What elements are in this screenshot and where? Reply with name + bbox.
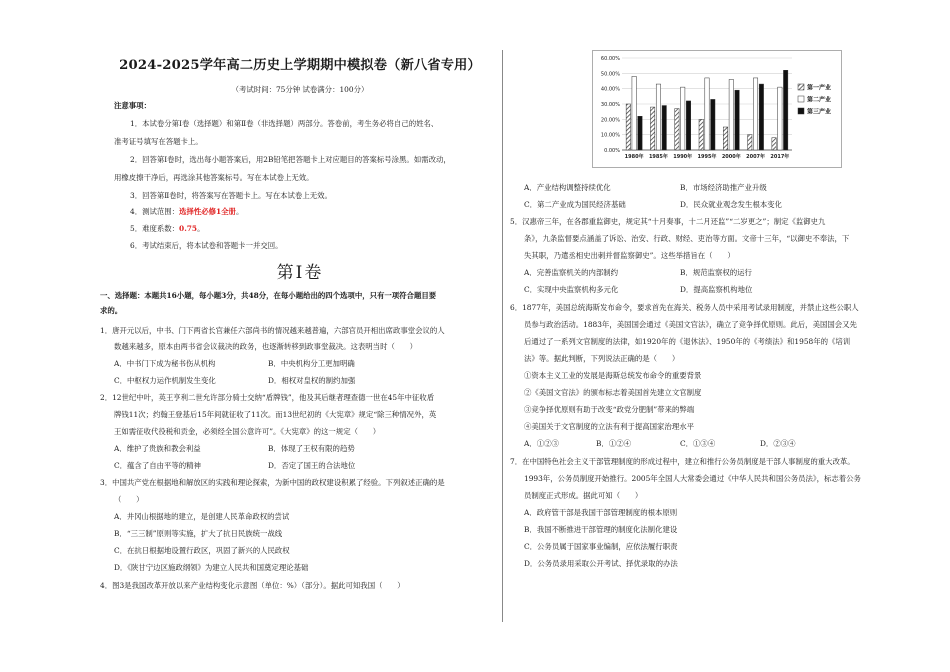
bar-第三产业-1980年: [638, 116, 642, 150]
q4-option-b: B．市场经济助推产业升级: [680, 183, 767, 192]
bar-第二产业-1990年: [681, 87, 685, 150]
q6-option-b: B．①②④: [596, 439, 631, 448]
y-tick-label: 50.00%: [600, 71, 620, 78]
column-divider: [502, 50, 503, 622]
bar-第二产业-1980年: [632, 76, 636, 150]
note-2a: 2．回答第Ⅰ卷时，选出每小题答案后，用2B铅笔把答题卡上对应题目的答案标号涂黑。如需改动，: [130, 155, 451, 164]
exam-title: 2024-2025学年高二历史上学期期中模拟卷（新八省专用）: [119, 58, 481, 73]
q6-stem-2: 员参与政治活动。1883年，美国国会通过《美国文官法》，确立了竞争择优原则。此后，美国国会又先: [524, 320, 857, 329]
q2-option-a: A．维护了贵族和教会利益: [114, 444, 201, 453]
bar-第一产业-1995年: [699, 119, 703, 150]
x-tick-label: 1985年: [648, 154, 668, 160]
q7-option-c: C．公务员属于国家事业编制，应依法履行职责: [524, 542, 678, 551]
q6-stem-1: 6．1877年，美国总统海斯发布命令，要求首先在海关、税务人员中采用考试录用制度，并禁止这些公职人: [510, 303, 859, 312]
q3-stem-2: （ ）: [114, 495, 144, 504]
note-5: 5．难度系数：0.75。: [130, 224, 205, 233]
q7-option-b: B．我国不断推进干部管理的制度化法制化建设: [524, 525, 678, 534]
y-tick-label: 0.00%: [604, 148, 620, 154]
x-tick-label: 2007年: [746, 154, 766, 160]
notes-heading: 注意事项：: [114, 101, 151, 110]
q2-stem-2: 牌钱11次；约翰王登基后15年间就征收了11次。而13世纪初的《大宪章》规定“除三种情况外，英: [114, 410, 437, 419]
test-scope: 选择性必修1全册: [179, 207, 236, 216]
q5-stem-2: 条》，九条监督要点涵盖了诉讼、治安、行政、财经、吏治等方面。文帝十三年，“以御史不奉法，下: [524, 234, 850, 243]
bar-第三产业-2007年: [759, 84, 763, 150]
x-tick-label: 2017年: [770, 154, 790, 160]
q3-option-d: D．《陕甘宁边区施政纲领》为建立人民共和国奠定理论基础: [114, 563, 309, 572]
q1-option-a: A．中书门下成为秘书伤从机构: [114, 359, 216, 368]
y-tick-label: 10.00%: [600, 132, 620, 139]
q3-option-c: C．在抗日根据地设置行政区，巩固了新兴的人民政权: [114, 546, 290, 555]
q4-option-c: C．第二产业成为国民经济基础: [524, 200, 626, 209]
q6-option-a: A．①②③: [524, 439, 559, 448]
note-4: 4．测试范围：选择性必修1全册。: [130, 207, 244, 216]
bar-第三产业-2017年: [783, 70, 787, 150]
exam-subtitle: （考试时间：75分钟 试卷满分：100分）: [231, 85, 369, 94]
bar-第一产业-1980年: [626, 104, 630, 150]
q2-option-c: C．蕴含了自由平等的精神: [114, 461, 201, 470]
industry-structure-chart: [592, 50, 842, 168]
chart-svg: [592, 50, 842, 168]
q7-option-d: D．公务员录用采取公开考试、择优录取的办法: [524, 559, 678, 568]
legend-label: 第二产业: [807, 96, 832, 104]
q7-option-a: A．政府管干部是我国干部管理制度的根本原则: [524, 508, 678, 517]
bar-第二产业-1985年: [656, 84, 660, 150]
q5-option-b: B．规范监察权的运行: [680, 268, 752, 277]
q5-option-c: C．实现中央监察机构多元化: [524, 285, 619, 294]
q2-option-d: D．否定了国王的合法地位: [268, 461, 356, 470]
bar-第二产业-2017年: [778, 87, 782, 150]
q5-stem-1: 5．汉惠帝三年，在各郡重监御史，规定其“十月奏事，十二月还监”“二岁更之”；制定《监御史九: [510, 217, 826, 226]
note-1b: 准考证号填写在答题卡上。: [114, 137, 203, 146]
legend-label: 第三产业: [807, 108, 832, 116]
q4-option-d: D．民众就业观念发生根本变化: [680, 200, 783, 209]
bar-第三产业-2000年: [735, 90, 739, 150]
bar-第三产业-1985年: [662, 106, 666, 150]
q1-option-b: B．中央机构分工更加明确: [268, 359, 355, 368]
note-6: 6．考试结束后，将本试卷和答题卡一并交回。: [130, 241, 283, 250]
bar-第三产业-1990年: [686, 101, 690, 150]
y-tick-label: 20.00%: [600, 117, 620, 124]
q2-stem-3: 王如需征收代役税和贡金，必须经全国公意许可”。《大宪章》的这一规定（ ）: [114, 427, 381, 436]
q5-stem-3: 失其职，乃遣丞相史出刺并督监察御史”。这些举措旨在（ ）: [524, 251, 735, 260]
bar-第一产业-1990年: [675, 109, 679, 150]
bar-第一产业-2000年: [723, 127, 727, 150]
q1-option-d: D．相权对皇权的制约加强: [268, 376, 356, 385]
q7-stem-1: 7．在中国特色社会主义干部管理制度的形成过程中，建立和推行公务员制度是干部人事制度的重大改革。: [510, 457, 855, 466]
q6-stem-3: 后通过了一系列文官制度的法律，如1920年的《退休法》、1950年的《考绩法》和1958年的《培训: [524, 337, 851, 346]
q1-stem-2: 数越来越多，原本由两书省会议裁决的政务，也逐渐转移到政事堂裁决。这表明当时（ ）: [114, 342, 418, 351]
q5-option-a: A．完善监察机关的内部制约: [524, 268, 619, 277]
x-tick-label: 1980年: [624, 154, 644, 160]
section-instruction-a: 一、选择题：本题共16小题，每小题3分，共48分，在每小题给出的四个选项中，只有一项符合题目要: [100, 291, 437, 300]
section-title: 第Ⅰ卷: [276, 263, 324, 283]
q1-option-c: C．中枢权力运作机制发生变化: [114, 376, 216, 385]
note-2b: 用橡皮擦干净后，再选涂其他答案标号。写在本试卷上无效。: [114, 173, 314, 182]
x-tick-label: 1990年: [673, 154, 693, 160]
q7-stem-2: 1993年，公务员制度开始推行。2005年全国人大常委会通过《中华人民共和国公务员法》，标志着公务: [524, 474, 861, 483]
q6-statement-1: ①资本主义工业的发展是海斯总统发布命令的重要背景: [524, 371, 702, 380]
bar-第三产业-1995年: [711, 99, 715, 150]
legend-swatch: [798, 96, 804, 102]
x-tick-label: 1995年: [697, 154, 717, 160]
note-1a: 1．本试卷分第Ⅰ卷（选择题）和第Ⅱ卷（非选择题）两部分。答卷前，考生务必将自己的姓名、: [130, 119, 439, 128]
q1-stem-1: 1．唐开元以后，中书、门下两省长官兼任六部尚书的情况越来越普遍，六部官员开相出席政事堂会议的人: [100, 326, 445, 335]
q6-option-d: D．②③④: [760, 439, 796, 448]
bar-第二产业-2000年: [729, 79, 733, 150]
q2-stem-1: 2．12世纪中叶，英王亨利二世允许部分骑士交纳“盾牌钱”，他及其后继者理查德一世在45年中征收盾: [100, 393, 435, 402]
q4-option-a: A．产业结构调整持续优化: [524, 183, 611, 192]
q6-statement-3: ③竞争择优原则有助于改变“政党分肥制”带来的弊端: [524, 405, 695, 414]
q3-option-b: B．“三三制”原则等实施，扩大了抗日民族统一战线: [114, 529, 283, 538]
q6-option-c: C．①③④: [680, 439, 716, 448]
y-tick-label: 40.00%: [600, 86, 620, 93]
q6-stem-4: 法》等。据此判断，下列说法正确的是（ ）: [524, 354, 680, 363]
q2-option-b: B．体现了王权有限的趋势: [268, 444, 355, 453]
q4-stem-1: 4．图3是我国改革开放以来产业结构变化示意图（单位：%）（部分）。据此可知我国（ ）: [100, 581, 405, 590]
bar-第一产业-2007年: [748, 135, 752, 150]
q6-statement-4: ④美国关于文官制度的立法有利于提高国家治理水平: [524, 422, 694, 431]
q3-option-a: A．井冈山根据地的建立，是创建人民革命政权的尝试: [114, 512, 290, 521]
q5-option-d: D．提高监察机构地位: [680, 285, 753, 294]
bar-第二产业-2007年: [753, 78, 757, 150]
difficulty-value: 0.75: [179, 224, 198, 233]
q3-stem-1: 3．中国共产党在根据地和解放区的实践和理论探索，为新中国的政权建设积累了经验。下列叙述正确的是: [100, 478, 445, 487]
bar-第二产业-1995年: [705, 78, 709, 150]
legend-swatch: [798, 84, 804, 90]
q7-stem-3: 员制度正式形成。据此可知（ ）: [524, 491, 643, 500]
bar-第一产业-1985年: [650, 107, 654, 150]
q6-statement-2: ②《美国文官法》的颁布标志着美国首先建立文官制度: [524, 388, 702, 397]
section-instruction-b: 求的。: [100, 306, 123, 315]
legend-label: 第一产业: [807, 84, 832, 92]
y-tick-label: 30.00%: [600, 102, 620, 108]
legend-swatch: [798, 108, 804, 114]
note-3: 3．回答第Ⅱ卷时，将答案写在答题卡上。写在本试卷上无效。: [130, 191, 332, 200]
y-tick-label: 60.00%: [600, 56, 620, 62]
x-tick-label: 2000年: [721, 154, 741, 160]
bar-第一产业-2017年: [772, 138, 776, 150]
